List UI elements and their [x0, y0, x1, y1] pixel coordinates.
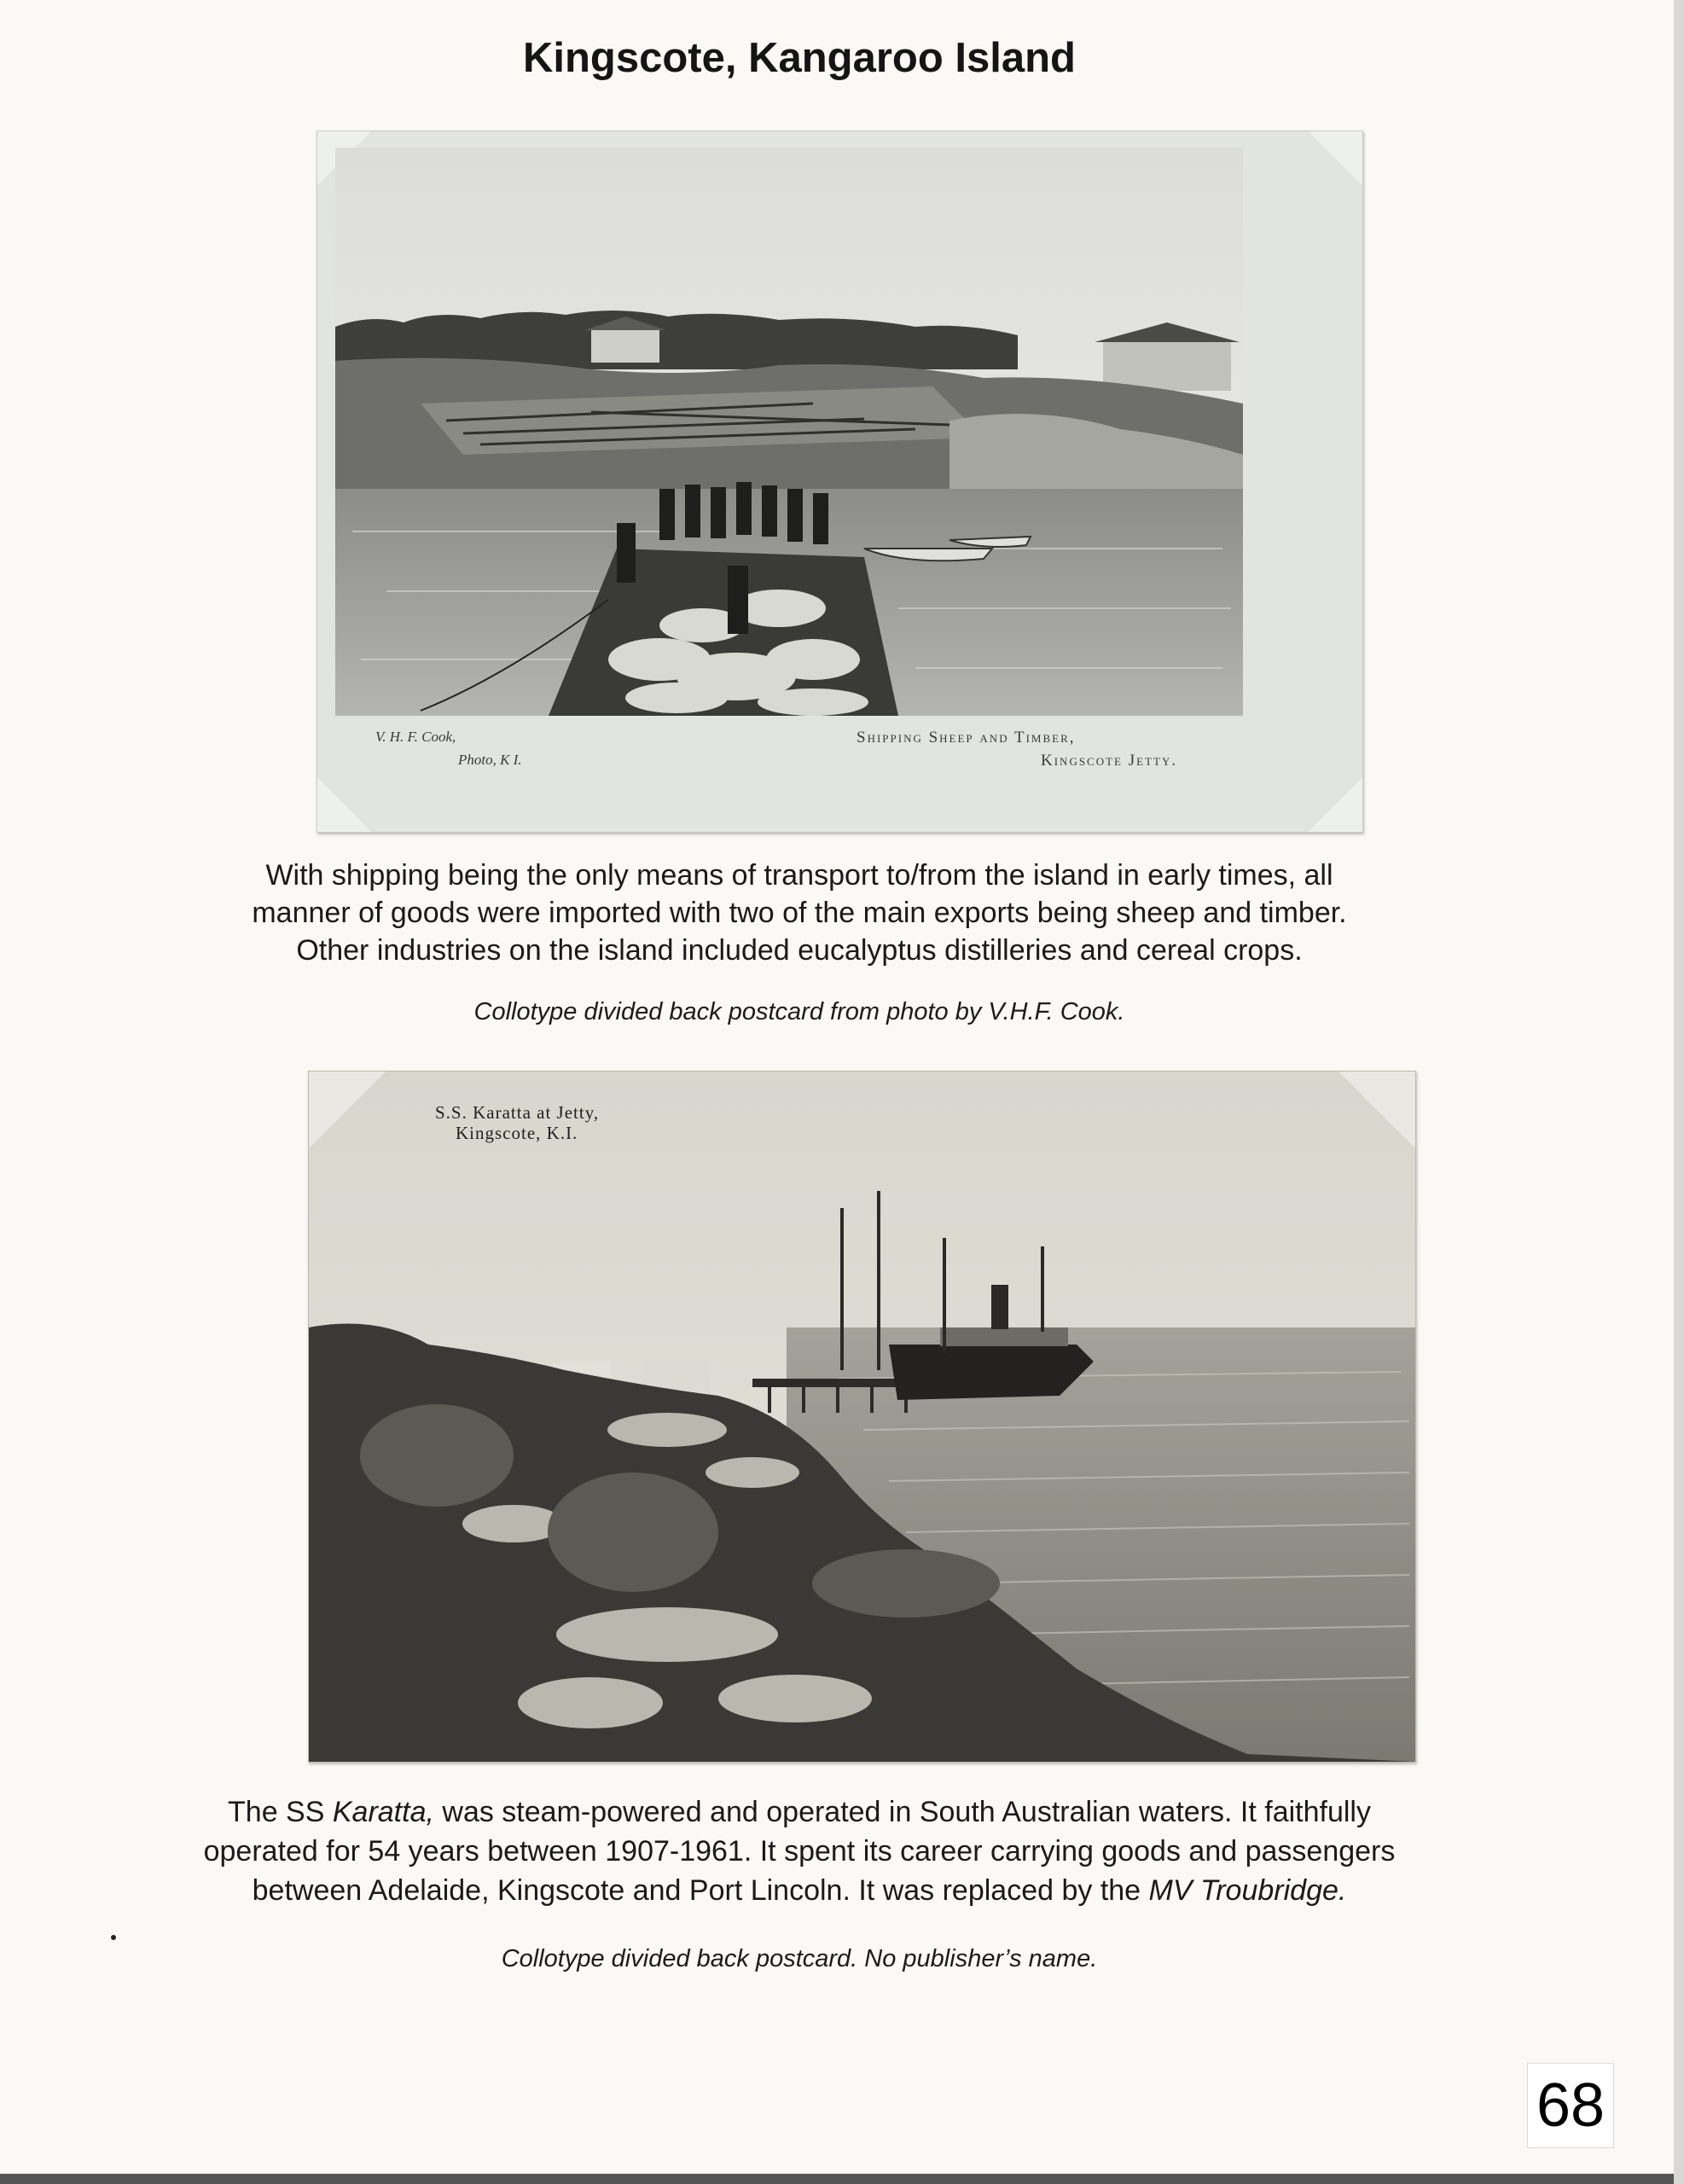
- postcard1-note: Collotype divided back postcard from photo by V.H.F. Cook.: [473, 998, 1125, 1025]
- paragraph-shipping-line3: Other industries on the island included eucalyptus distilleries and cereal crops.: [296, 934, 1303, 967]
- photo-caption-line1: S.S. Karatta at Jetty,: [435, 1102, 600, 1123]
- paragraph-shipping-line1: With shipping being the only means of transport to/from the island in early times, all: [265, 859, 1333, 892]
- postcard2-note: Collotype divided back postcard. No publisher’s name.: [501, 1945, 1098, 1972]
- postcard-title-line1: Shipping Sheep and Timber,: [857, 729, 1076, 746]
- paragraph-karatta-line1-end: was steam-powered and operated in South Australian waters. It faithfully: [433, 1796, 1371, 1828]
- paragraph-shipping-line2: manner of goods were imported with two of the main exports being sheep and timber.: [252, 897, 1347, 929]
- scan-edge-bottom: [0, 2174, 1684, 2184]
- scan-edge-right: [1674, 0, 1684, 2184]
- paragraph-karatta-line1: [0, 1793, 1599, 1831]
- paragraph-karatta-line3: [0, 1872, 1599, 1909]
- paragraph-karatta-line2: operated for 54 years between 1907-1961. It spent its career carrying goods and passengers: [203, 1835, 1396, 1867]
- paragraph-karatta-line1-start: The SS: [228, 1796, 333, 1828]
- photo-caption-line2: Kingscote, K.I.: [456, 1123, 578, 1143]
- postcard-ss-karatta: [308, 1071, 1416, 1763]
- photographer-credit-line1: V. H. F. Cook,: [375, 729, 456, 745]
- page-title: Kingscote, Kangaroo Island: [523, 35, 1076, 81]
- photo-ss-karatta-at-jetty: [309, 1072, 1415, 1762]
- photo-sheep-on-barge: [335, 148, 1243, 716]
- ship-name-troubridge: MV Troubridge.: [1148, 1874, 1347, 1907]
- album-mount-corner: [1308, 777, 1363, 833]
- album-mount-corner: [1308, 131, 1363, 186]
- photographer-credit-line2: Photo, K I.: [458, 752, 522, 768]
- postcard-title-line2: Kingscote Jetty.: [1041, 752, 1178, 770]
- ship-name-karatta: Karatta,: [332, 1796, 434, 1828]
- postcard-shipping-sheep-timber: [316, 131, 1363, 833]
- scan-speck: [111, 1935, 116, 1940]
- paragraph-karatta-line3-start: between Adelaide, Kingscote and Port Lincoln. It was replaced by the: [252, 1874, 1149, 1907]
- page-number: 68: [1527, 2063, 1614, 2148]
- album-mount-corner: [316, 777, 372, 833]
